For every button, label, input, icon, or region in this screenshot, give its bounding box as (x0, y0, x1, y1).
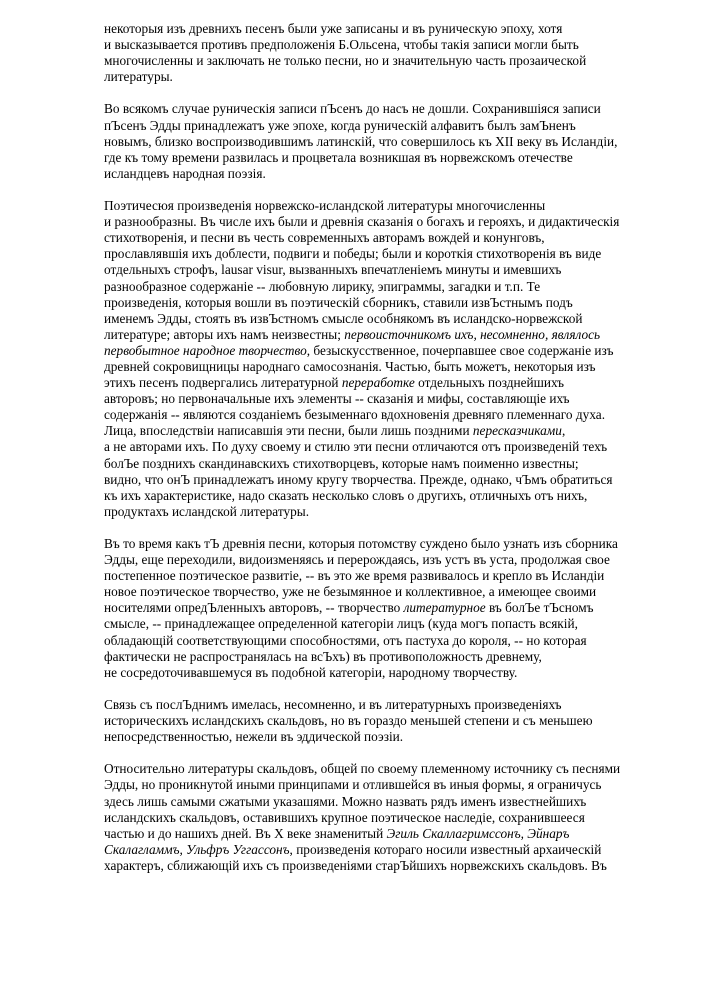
italic-text: первоисточникомъ ихъ, несомненно, являлось (344, 326, 601, 342)
paragraph (104, 101, 660, 181)
text-segment: Относительно литературы скальдовъ, общей по своему племенному источнику съ песнями (104, 761, 621, 777)
text-line (104, 504, 660, 520)
paragraph (104, 536, 660, 681)
italic-text: пересказчиками (472, 423, 562, 439)
text-segment: литературы. (104, 69, 173, 85)
italic-text: переработке (341, 375, 415, 391)
text-segment: где къ тому времени развилась и процветала возникшая въ норвежскомъ отечестве (104, 149, 573, 165)
text-line (104, 616, 660, 632)
text-line (104, 761, 660, 777)
text-segment: именемъ Эдды, стоять въ извЪстномъ смысле особнякомъ въ исландско-норвежской (104, 310, 583, 326)
text-line (104, 842, 660, 858)
text-line (104, 858, 660, 874)
document-page (104, 21, 660, 890)
text-line (104, 552, 660, 568)
text-line (104, 810, 660, 826)
text-segment: исландцевъ народная поэзія. (104, 165, 266, 181)
text-line (104, 584, 660, 600)
text-line (104, 456, 660, 472)
text-segment: Въ то время какъ тЪ древнія песни, которыя потомству суждено было узнать изъ сборника (104, 536, 618, 551)
text-line (104, 423, 660, 439)
text-segment: отдельныхъ строфъ, lausar visur, вызванныхъ впечатленіемъ минуты и имевшихъ (104, 262, 562, 278)
text-segment: пЪсенъ Эдды принадлежатъ уже эпохе, когда руническій алфавитъ былъ замЪненъ (104, 117, 576, 133)
text-line (104, 230, 660, 246)
text-line (104, 391, 660, 407)
text-line (104, 375, 660, 391)
text-segment: литературе; авторы ихъ намъ неизвестны; (104, 326, 345, 342)
text-line (104, 568, 660, 584)
text-segment: авторовъ; но первоначальные ихъ элементы -- сказанія и мифы, составляющіе ихъ (104, 391, 570, 407)
text-line (104, 359, 660, 375)
text-line (104, 166, 660, 182)
text-segment: Во всякомъ случае руническія записи пЪсенъ до насъ не дошли. Сохранившіяся записи (104, 101, 601, 117)
text-segment: отдельныхъ позднейшихъ (414, 375, 565, 391)
text-segment: непосредственностью, нежели въ эддической поэзіи. (104, 729, 404, 745)
text-line (104, 198, 660, 214)
text-segment: постепенное поэтическое развитіе, -- въ это же время развивалось и крепло въ Исландіи (104, 568, 605, 584)
paragraph (104, 21, 660, 85)
text-segment: Поэтичесюя произведенія норвежско-исландской литературы многочисленны (104, 198, 546, 214)
text-segment: Эдды, но проникнутой иными принципами и отлившейся въ иныя формы, я ограничусь (104, 777, 602, 793)
text-segment: некоторыя изъ древнихъ песенъ были уже записаны и въ руническую эпоху, хотя (104, 21, 563, 36)
text-line (104, 407, 660, 423)
text-segment: стихотворенія, и песни въ честь современныхъ авторамъ вождей и конунговъ, (104, 230, 545, 246)
text-segment: Лица, впоследствіи написавшія эти песни, были лишь поздними (104, 423, 473, 439)
text-line (104, 488, 660, 504)
text-segment: произведенія, которыя вошли въ поэтическій сборникъ, ставили извЪстнымъ подъ (104, 294, 573, 310)
text-segment: частью и до нашихъ дней. Въ X веке знаменитый (104, 825, 387, 841)
paragraph (104, 697, 660, 745)
text-line (104, 777, 660, 793)
text-segment: , (561, 423, 566, 439)
text-segment: не сосредоточивавшемуся въ подобной категоріи, народному творчеству. (104, 664, 518, 680)
text-segment: новое поэтическое творчество, уже не безымянное и коллективное, а имеющее своими (104, 584, 597, 600)
text-segment: и разнообразны. Въ числе ихъ были и древнія сказанія о богахъ и герояхъ, и дидактическія (104, 214, 620, 230)
text-segment: историческихъ исландскихъ скальдовъ, но въ гораздо меньшей степени и съ меньшею (104, 713, 593, 729)
text-line (104, 633, 660, 649)
text-line (104, 826, 660, 842)
italic-text: Эгиль Скаллагримссонъ, Эйнаръ (386, 825, 570, 841)
text-line (104, 118, 660, 134)
text-segment: , безыскусственное, почерпавшее свое содержаніе изъ (306, 342, 614, 358)
text-segment: прославлявшія ихъ доблести, подвиги и победы; были и короткія стихотворенія въ виде (104, 246, 602, 262)
text-line (104, 665, 660, 681)
text-line (104, 649, 660, 665)
text-segment: а не авторами ихъ. По духу своему и стилю эти песни отличаются отъ произведеній техъ (104, 439, 608, 455)
text-segment: видно, что онЪ принадлежатъ иному кругу творчества. Прежде, однако, чЪмъ обратиться (104, 471, 613, 487)
text-line (104, 101, 660, 117)
text-line (104, 600, 660, 616)
text-line (104, 262, 660, 278)
text-line (104, 69, 660, 85)
text-line (104, 214, 660, 230)
text-line (104, 21, 660, 37)
text-segment: Эдды, еще переходили, видоизменяясь и перерождаясь, изъ устъ въ уста, продолжая свое (104, 552, 610, 568)
text-segment: , произведенія котораго носили известный архаическій (289, 841, 602, 857)
text-segment: новымъ, близко воспроизводившимъ латинскій, что совершилось къ XII веку въ Исландіи, (104, 133, 618, 149)
text-segment: характеръ, сближающій ихъ съ произведеніями старЪйшихъ норвежскихъ скальдовъ. Въ (104, 857, 607, 873)
text-line (104, 729, 660, 745)
text-line (104, 311, 660, 327)
text-segment: здесь лишь самыми сжатыми указашями. Можно назвать рядъ именъ известнейшихъ (104, 793, 587, 809)
text-line (104, 713, 660, 729)
text-segment: смысле, -- принадлежащее определенной категоріи лицъ (куда могъ попасть всякій, (104, 616, 578, 632)
text-line (104, 53, 660, 69)
text-segment: содержанія -- являются созданіемъ безыменнаго вдохновенія древняго племеннаго духа. (104, 407, 606, 423)
text-segment: носителями опредЪленныхъ авторовъ, -- творчество (104, 600, 404, 616)
text-segment: этихъ песенъ подвергались литературной (104, 375, 342, 391)
italic-text: Скалагламмъ, Ульфръ Уггассонъ (104, 841, 290, 857)
text-line (104, 327, 660, 343)
text-segment: древней сокровищницы народнаго самосознанія. Частью, быть можетъ, некоторыя изъ (104, 358, 596, 374)
text-segment: многочисленны и заключать не только песни, но и значительную часть прозаической (104, 53, 587, 69)
text-line (104, 439, 660, 455)
text-line (104, 697, 660, 713)
text-line (104, 279, 660, 295)
text-segment: исландскихъ скальдовъ, оставившихъ крупное поэтическое наследіе, сохранившееся (104, 809, 585, 825)
text-segment: болЪе позднихъ скандинавскихъ стихотворцевъ, которые намъ поименно известны; (104, 455, 579, 471)
text-line (104, 472, 660, 488)
text-segment: фактически не распространялась на всЪхъ) въ противоположность древнему, (104, 648, 542, 664)
text-segment: разнообразное содержаніе -- любовную лирику, эпиграммы, загадки и т.п. Те (104, 278, 541, 294)
paragraph (104, 198, 660, 520)
italic-text: первобытное народное творчество (104, 342, 307, 358)
text-segment: въ болЪе тЪсномъ (485, 600, 594, 616)
text-line (104, 246, 660, 262)
text-segment: и высказывается противъ предположенія Б.Ольсена, чтобы такія записи могли быть (104, 37, 579, 53)
italic-text: литературное (403, 600, 486, 616)
paragraph (104, 761, 660, 874)
text-segment: обладающій соответствующими способностями, отъ пастуха до короля, -- но которая (104, 632, 587, 648)
text-segment: Связь съ послЪднимъ имелась, несомненно, и въ литературныхъ произведеніяхъ (104, 696, 562, 712)
text-line (104, 150, 660, 166)
text-line (104, 295, 660, 311)
text-segment: продуктахъ исландской литературы. (104, 503, 310, 519)
text-line (104, 134, 660, 150)
text-line (104, 343, 660, 359)
text-line (104, 794, 660, 810)
text-line (104, 37, 660, 53)
text-line (104, 536, 660, 552)
text-segment: къ ихъ характеристике, надо сказать несколько словъ о другихъ, отличныхъ отъ нихъ, (104, 487, 588, 503)
